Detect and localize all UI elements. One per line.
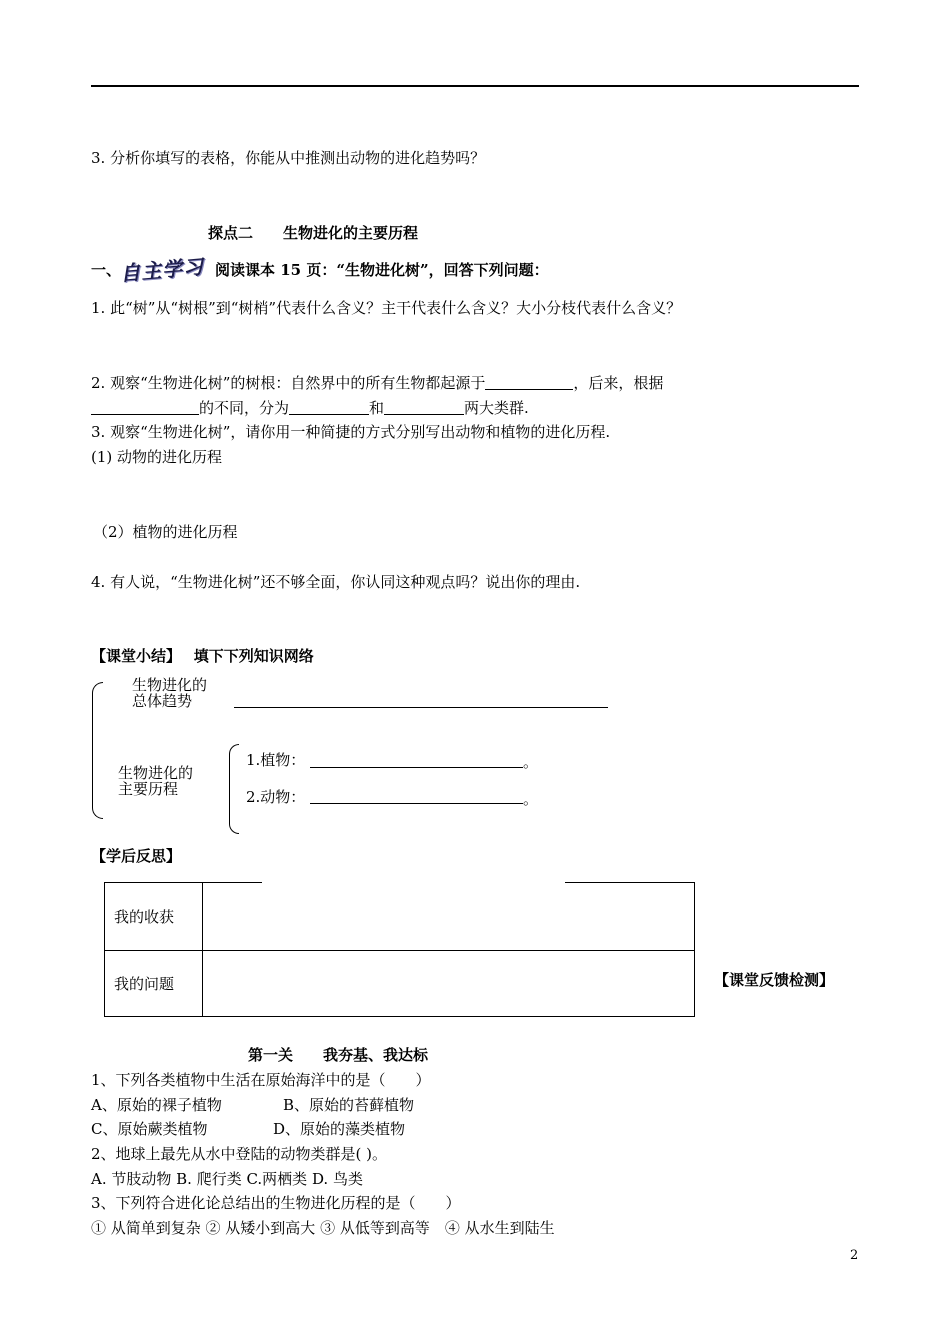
mc-q1-option-d: D、原始的藻类植物 — [273, 1120, 406, 1138]
question-3-sub-1: (1) 动物的进化历程 — [91, 448, 223, 466]
trend-label-2: 总体趋势 — [132, 692, 193, 710]
group-2-blank[interactable] — [384, 400, 464, 415]
section-title: 探点二 生物进化的主要历程 — [208, 224, 419, 242]
mc-q3-options: ① 从简单到复杂 ② 从矮小到高大 ③ 从低等到高等 ④ 从水生到陆生 — [91, 1219, 555, 1237]
q2-text-3: 的不同，分为 — [199, 399, 290, 417]
question-3-previous: 3. 分析你填写的表格，你能从中推测出动物的进化趋势吗？ — [91, 149, 486, 167]
animal-blank[interactable] — [310, 803, 523, 804]
plant-blank[interactable] — [310, 767, 523, 768]
history-label-1: 生物进化的 — [118, 764, 194, 782]
feedback-heading: 【课堂反馈检测】 — [714, 971, 835, 989]
mc-q1-option-a: A、原始的裸子植物 — [91, 1096, 222, 1114]
question-2-line-1 — [91, 375, 663, 391]
animal-period: 。 — [523, 790, 539, 808]
problem-cell[interactable] — [203, 951, 695, 1017]
q2-text-1: 2. 观察“生物进化树”的树根：自然界中的所有生物都起源于 — [91, 374, 486, 392]
outer-brace — [92, 682, 103, 819]
summary-heading: 【课堂小结】 填下下列知识网络 — [91, 647, 314, 665]
mc-q2-options: A. 节肢动物 B. 爬行类 C.两栖类 D. 鸟类 — [91, 1170, 363, 1188]
header-rule — [91, 85, 859, 87]
mc-q1-option-b: B、原始的苔藓植物 — [283, 1096, 415, 1114]
mc-q1-option-c: C、原始蕨类植物 — [91, 1120, 208, 1138]
question-1: 1. 此“树”从“树根”到“树梢”代表什么含义？主干代表什么含义？大小分枝代表什么含义？ — [91, 299, 682, 317]
mc-question-2: 2、地球上最先从水中登陆的动物类群是( )。 — [91, 1145, 388, 1163]
group-1-blank[interactable] — [289, 400, 369, 415]
origin-blank[interactable] — [485, 375, 573, 390]
plant-label: 1.植物： — [246, 751, 306, 769]
criterion-blank[interactable] — [91, 400, 199, 415]
table-border-gap — [262, 880, 565, 884]
reflection-table — [104, 882, 695, 1017]
question-4: 4. 有人说，“生物进化树”还不够全面，你认同这种观点吗？说出你的理由. — [91, 573, 581, 591]
question-3-sub-2: （2）植物的进化历程 — [93, 523, 238, 541]
trend-blank[interactable] — [234, 707, 608, 708]
problem-row — [105, 951, 695, 1017]
self-study-stamp: 自主学习 — [119, 254, 206, 286]
problem-label: 我的问题 — [105, 951, 203, 1017]
self-study-prefix: 一、 — [91, 261, 122, 279]
animal-label: 2.动物： — [246, 788, 306, 806]
gain-row — [105, 883, 695, 951]
question-3: 3. 观察“生物进化树”，请你用一种简捷的方式分别写出动物和植物的进化历程. — [91, 423, 611, 441]
history-label-2: 主要历程 — [118, 780, 179, 798]
page-number: 2 — [850, 1248, 859, 1263]
q2-text-5: 两大类群. — [464, 399, 529, 417]
gain-cell[interactable] — [203, 883, 695, 951]
question-2-line-2 — [91, 400, 529, 416]
inner-brace — [229, 744, 239, 834]
q2-text-4: 和 — [369, 399, 385, 417]
mc-question-1: 1、下列各类植物中生活在原始海洋中的是（ ） — [91, 1071, 431, 1089]
level-1-title: 第一关 我夯基、我达标 — [248, 1046, 429, 1064]
self-study-instruction: 阅读课本 15 页：“生物进化树”，回答下列问题： — [215, 261, 549, 279]
mc-question-3: 3、下列符合进化论总结出的生物进化历程的是（ ） — [91, 1194, 461, 1212]
q2-text-2: ，后来，根据 — [573, 374, 664, 392]
plant-period: 。 — [523, 753, 539, 771]
gain-label: 我的收获 — [105, 883, 203, 951]
reflection-heading: 【学后反思】 — [91, 847, 182, 865]
trend-label-1: 生物进化的 — [132, 676, 208, 694]
